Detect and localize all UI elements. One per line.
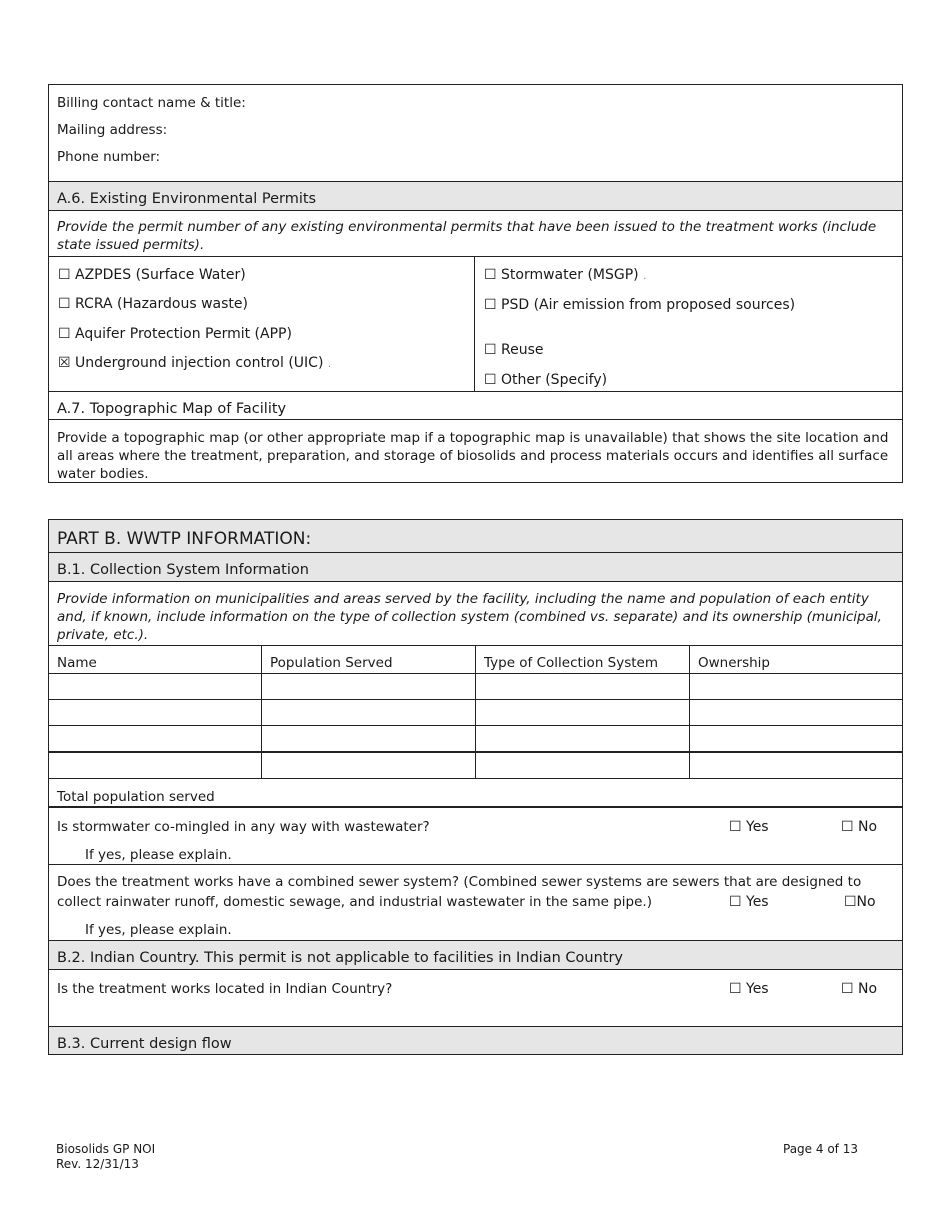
billing-block [49, 85, 902, 181]
collection-table-header [49, 645, 902, 673]
combined-sewer-question-line1: Does the treatment works have a combined sewer system? (Combined sewer systems are sewers that are designed to [57, 874, 862, 890]
billing-contact-label: Billing contact name & title: [57, 95, 246, 111]
b1-instruction: Provide information on municipalities and areas served by the facility, including the name and population of each entity and, if known, include information on the type of collection system (combined vs. separate) and its ownership (municipal, private, etc.). [57, 591, 882, 643]
type-cell[interactable] [475, 726, 689, 751]
indian-country-row [49, 969, 902, 1026]
part-b-header [49, 520, 902, 552]
col-ownership-header: Ownership [689, 646, 902, 673]
b1-header [49, 552, 902, 581]
permit-stormwater[interactable]: ☐ Stormwater (MSGP) . [484, 267, 647, 283]
population-cell[interactable] [261, 726, 475, 751]
total-population-label: Total population served [57, 789, 215, 805]
b1-title: B.1. Collection System Information [57, 562, 309, 578]
mailing-address-label: Mailing address: [57, 122, 168, 138]
b3-title: B.3. Current design flow [57, 1036, 232, 1052]
population-cell[interactable] [261, 700, 475, 725]
stormwater-question: Is stormwater co-mingled in any way with wastewater? [57, 819, 430, 835]
permit-app[interactable]: ☐ Aquifer Protection Permit (APP) [58, 326, 292, 342]
permit-psd[interactable]: ☐ PSD (Air emission from proposed sources) [484, 297, 796, 313]
stormwater-no-checkbox[interactable]: ☐ No [841, 819, 878, 835]
stormwater-question-row [49, 806, 902, 864]
ownership-cell[interactable] [689, 700, 902, 725]
a7-instruction-row [49, 419, 902, 482]
table-row [49, 699, 902, 725]
phone-number-label: Phone number: [57, 149, 161, 165]
col-type-header: Type of Collection System [475, 646, 689, 673]
checked-checkbox-icon[interactable]: ☒ [58, 355, 71, 371]
permit-uic[interactable]: ☒ Underground injection control (UIC) . [58, 355, 332, 371]
checkbox-icon[interactable]: ☐ [484, 297, 497, 313]
name-cell[interactable] [49, 674, 261, 699]
a6-instruction-row [49, 210, 902, 256]
population-cell[interactable] [261, 753, 475, 778]
checkbox-icon[interactable]: ☐ [484, 342, 497, 358]
footer-doc-name: Biosolids GP NOI [56, 1142, 156, 1156]
a7-header [49, 391, 902, 419]
name-cell[interactable] [49, 753, 261, 778]
b2-header [49, 940, 902, 969]
footer-page-number: Page 4 of 13 [783, 1142, 858, 1156]
part-b-box [48, 519, 903, 1055]
type-cell[interactable] [475, 700, 689, 725]
checkbox-icon[interactable]: ☐ [58, 296, 71, 312]
table-row [49, 725, 902, 751]
footer-revision: Rev. 12/31/13 [56, 1157, 139, 1171]
footer-doc-info [56, 1142, 155, 1172]
name-cell[interactable] [49, 700, 261, 725]
a7-instruction: Provide a topographic map (or other appropriate map if a topographic map is unavailable) that shows the site location and all areas where the treatment, preparation, and storage of biosolids and process materials occurs and identifies all surface water bodies. [57, 430, 889, 482]
permit-azpdes[interactable]: ☐ AZPDES (Surface Water) [58, 267, 246, 283]
combined-sewer-question-line2: collect rainwater runoff, domestic sewage, and industrial wastewater in the same pipe.) [57, 894, 652, 910]
a6-title: A.6. Existing Environmental Permits [57, 191, 317, 207]
indian-country-question: Is the treatment works located in Indian Country? [57, 981, 393, 997]
ownership-cell[interactable] [689, 674, 902, 699]
table-row [49, 673, 902, 699]
permit-rcra[interactable]: ☐ RCRA (Hazardous waste) [58, 296, 248, 312]
population-cell[interactable] [261, 674, 475, 699]
b1-instruction-row [49, 581, 902, 645]
checkbox-icon[interactable]: ☐ [484, 267, 497, 283]
type-cell[interactable] [475, 753, 689, 778]
a6-left-column [49, 257, 475, 391]
combined-sewer-yes-checkbox[interactable]: ☐ Yes [729, 894, 769, 910]
combined-sewer-row [49, 864, 902, 940]
a6-header [49, 181, 902, 210]
name-cell[interactable] [49, 726, 261, 751]
section-a-box [48, 84, 903, 483]
table-row [49, 751, 902, 778]
indian-country-no-checkbox[interactable]: ☐ No [841, 981, 878, 997]
a6-instruction: Provide the permit number of any existing environmental permits that have been issued to the treatment works (include state issued permits). [57, 219, 877, 253]
combined-sewer-explain-label: If yes, please explain. [85, 922, 232, 938]
ownership-cell[interactable] [689, 753, 902, 778]
checkbox-icon[interactable]: ☐ [484, 372, 497, 388]
b3-header [49, 1026, 902, 1054]
b2-title: B.2. Indian Country. This permit is not applicable to facilities in Indian Country [57, 950, 624, 966]
combined-sewer-no-checkbox[interactable]: ☐No [844, 894, 876, 910]
indian-country-yes-checkbox[interactable]: ☐ Yes [729, 981, 769, 997]
total-population-row [49, 778, 902, 806]
ownership-cell[interactable] [689, 726, 902, 751]
a7-title: A.7. Topographic Map of Facility [57, 401, 287, 417]
a6-right-column [475, 257, 902, 391]
stormwater-yes-checkbox[interactable]: ☐ Yes [729, 819, 769, 835]
col-name-header: Name [57, 655, 97, 671]
stormwater-explain-label: If yes, please explain. [85, 847, 232, 863]
permit-reuse[interactable]: ☐ Reuse [484, 342, 544, 358]
permit-other[interactable]: ☐ Other (Specify) [484, 372, 608, 388]
checkbox-icon[interactable]: ☐ [58, 267, 71, 283]
checkbox-icon[interactable]: ☐ [58, 326, 71, 342]
type-cell[interactable] [475, 674, 689, 699]
part-b-title: PART B. WWTP INFORMATION: [57, 529, 312, 549]
col-population-header: Population Served [261, 646, 475, 673]
a6-permits-row [49, 256, 902, 391]
